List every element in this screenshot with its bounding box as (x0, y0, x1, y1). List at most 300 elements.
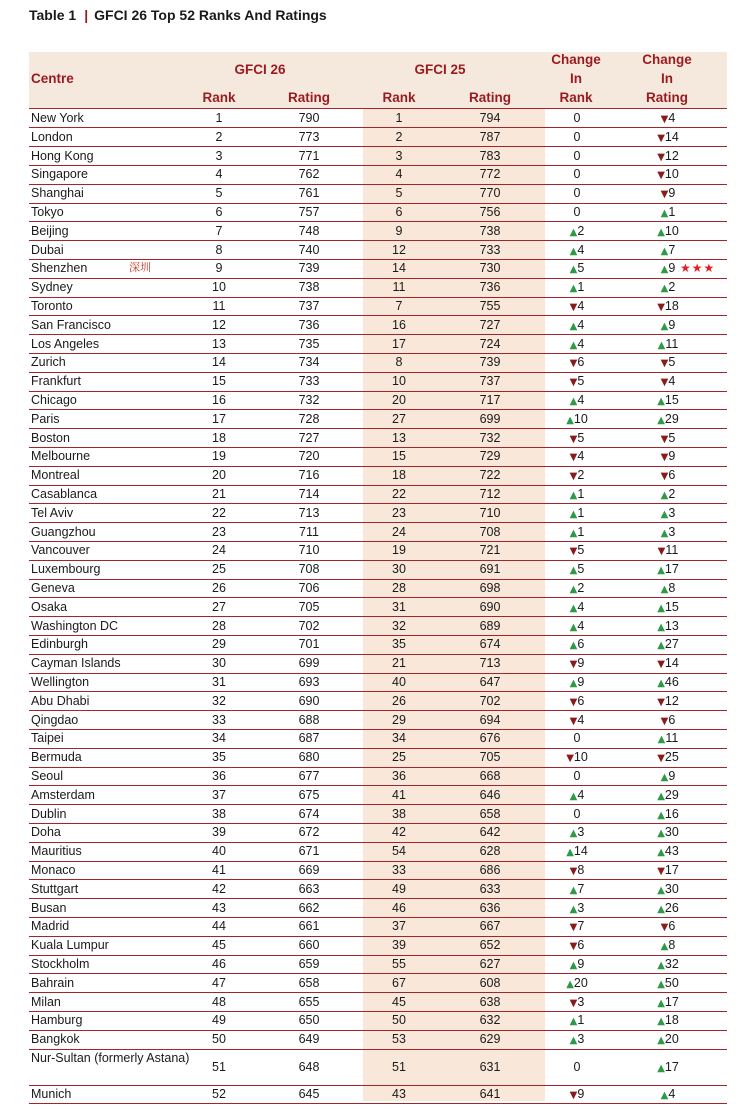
rank-gfci25: 12 (392, 242, 406, 257)
down-arrow-icon: ▼ (569, 433, 578, 445)
centre-name: Geneva (31, 581, 75, 595)
centre-name: Paris (31, 411, 60, 426)
rating-gfci25: 694 (479, 712, 501, 727)
down-arrow-icon: ▼ (566, 753, 574, 765)
centre-name: Vancouver (31, 543, 90, 558)
change-in-rating (643, 1085, 693, 1104)
change-in-rank: 0 (573, 186, 581, 201)
up-arrow-icon: ▲ (569, 621, 578, 633)
rating-gfci25: 710 (479, 505, 501, 520)
rating-gfci26: 710 (298, 543, 320, 558)
change-value: 2 (668, 280, 676, 295)
rating-gfci26: 693 (298, 675, 320, 689)
rating-gfci26: 713 (298, 505, 320, 520)
change-value: 4 (577, 393, 585, 407)
down-arrow-icon: ▼ (657, 170, 665, 182)
rating-gfci26: 671 (298, 844, 320, 859)
rating-gfci25: 674 (479, 637, 501, 652)
up-arrow-icon: ▲ (569, 508, 578, 520)
table-row (0, 786, 750, 805)
change-in-rating (643, 335, 693, 354)
centre-name: Chicago (31, 393, 77, 407)
change-in-rating (643, 316, 693, 335)
rating-gfci25: 631 (479, 1060, 501, 1074)
header-change-rank-1: Change (551, 52, 601, 67)
change-value: 3 (577, 994, 585, 1009)
rank-gfci25: 49 (392, 881, 406, 896)
rating-gfci25: 702 (479, 693, 501, 708)
rank-gfci26: 2 (215, 129, 223, 144)
change-value: 3 (668, 505, 676, 520)
up-arrow-icon: ▲ (569, 320, 578, 332)
up-arrow-icon: ▲ (569, 640, 578, 652)
header-rating-26: Rating (288, 90, 330, 105)
change-value: 4 (577, 787, 585, 802)
up-arrow-icon: ▲ (660, 283, 669, 295)
rating-gfci26: 708 (298, 562, 320, 577)
star-icon: ★★★ (680, 261, 716, 276)
rank-gfci25: 24 (392, 524, 406, 539)
change-in-rank (552, 861, 602, 880)
down-arrow-icon: ▼ (657, 659, 665, 671)
change-in-rank: 0 (573, 731, 581, 746)
up-arrow-icon: ▲ (660, 1090, 669, 1101)
change-in-rating (643, 748, 693, 767)
change-value: 6 (668, 468, 676, 483)
change-value: 8 (668, 938, 676, 953)
header-change-rating-2: In (661, 71, 673, 86)
down-arrow-icon: ▼ (569, 471, 578, 483)
rank-gfci25: 21 (392, 656, 406, 671)
change-value: 6 (577, 637, 585, 652)
rating-gfci26: 761 (298, 186, 320, 201)
down-arrow-icon: ▼ (660, 922, 669, 934)
rank-gfci25: 27 (392, 411, 406, 426)
rank-gfci25: 39 (392, 938, 406, 953)
rating-gfci26: 757 (298, 205, 320, 219)
table-number: Table 1 (29, 7, 77, 23)
down-arrow-icon: ▼ (569, 546, 578, 558)
up-arrow-icon: ▲ (657, 903, 665, 915)
rank-gfci25: 33 (392, 863, 406, 877)
table-row (0, 184, 750, 203)
table-row (0, 203, 750, 222)
change-in-rating (643, 917, 693, 936)
header-centre: Centre (31, 71, 74, 86)
centre-name: Bermuda (31, 750, 82, 765)
up-arrow-icon: ▲ (657, 565, 665, 577)
table-row (0, 861, 750, 880)
rank-gfci26: 3 (215, 148, 223, 163)
rating-gfci25: 647 (479, 675, 501, 689)
up-arrow-icon: ▲ (569, 960, 578, 971)
change-in-rank (552, 391, 602, 410)
rank-gfci25: 54 (392, 844, 406, 859)
rank-gfci26: 52 (212, 1087, 226, 1101)
change-in-rank: 0 (573, 129, 581, 144)
table-row (0, 109, 750, 128)
change-in-rank (552, 297, 602, 316)
centre-name: Luxembourg (31, 562, 101, 577)
rank-gfci25: 5 (395, 186, 403, 201)
change-in-rating (643, 579, 693, 598)
rank-gfci25: 16 (392, 317, 406, 332)
change-in-rating (643, 805, 693, 824)
rating-gfci26: 720 (298, 449, 320, 464)
change-in-rank (552, 786, 602, 805)
change-value: 17 (664, 562, 679, 577)
change-value: 9 (577, 656, 585, 671)
change-in-rating (643, 1030, 693, 1049)
up-arrow-icon: ▲ (657, 790, 665, 802)
up-arrow-icon: ▲ (657, 1035, 665, 1047)
centre-name: San Francisco (31, 317, 111, 332)
rank-gfci25: 42 (392, 825, 406, 840)
rank-gfci25: 53 (392, 1032, 406, 1047)
change-in-rank (552, 278, 602, 297)
up-arrow-icon: ▲ (660, 508, 669, 520)
rating-gfci26: 659 (298, 957, 320, 971)
down-arrow-icon: ▼ (657, 302, 665, 313)
rating-gfci26: 677 (298, 769, 320, 783)
centre-name: Shanghai (31, 186, 84, 201)
change-value: 5 (577, 430, 585, 445)
rank-gfci26: 45 (212, 938, 226, 953)
rating-gfci25: 686 (479, 863, 501, 877)
down-arrow-icon: ▼ (657, 132, 665, 144)
rating-gfci25: 727 (479, 317, 501, 332)
rank-gfci25: 7 (395, 299, 403, 313)
rating-gfci26: 771 (298, 148, 320, 163)
change-value: 4 (577, 618, 585, 633)
change-in-rank (552, 447, 602, 466)
up-arrow-icon: ▲ (657, 1016, 665, 1028)
rank-gfci26: 47 (212, 975, 226, 990)
change-value: 50 (664, 975, 679, 990)
change-in-rating (643, 203, 693, 222)
change-value: 4 (668, 1087, 676, 1101)
rating-gfci25: 641 (479, 1087, 501, 1101)
change-value: 1 (577, 505, 585, 520)
table-row (0, 128, 750, 147)
centre-name: Stuttgart (31, 881, 79, 896)
down-arrow-icon: ▼ (569, 941, 578, 953)
rank-gfci25: 14 (392, 261, 406, 276)
rank-gfci25: 43 (392, 1087, 406, 1101)
rating-gfci25: 787 (479, 129, 501, 144)
up-arrow-icon: ▲ (660, 527, 669, 539)
change-value: 18 (664, 299, 679, 313)
down-arrow-icon: ▼ (569, 997, 578, 1009)
change-value: 30 (664, 825, 679, 840)
rank-gfci25: 22 (392, 487, 406, 501)
change-value: 11 (665, 543, 679, 558)
centre-name: Nur-Sultan (formerly Astana) (31, 1051, 190, 1065)
rating-gfci26: 748 (298, 223, 320, 238)
rating-gfci26: 705 (298, 599, 320, 614)
table-row (0, 429, 750, 448)
rank-gfci25: 3 (395, 148, 403, 163)
rank-gfci26: 28 (212, 618, 226, 633)
change-in-rating (643, 297, 693, 316)
change-in-rating (643, 823, 693, 842)
table-row (0, 617, 750, 636)
change-in-rank (552, 410, 602, 429)
rank-gfci26: 1 (215, 111, 223, 125)
centre-name: Madrid (31, 919, 70, 934)
change-in-rating (643, 767, 693, 786)
rank-gfci25: 41 (392, 787, 406, 802)
change-value: 7 (577, 919, 585, 934)
change-in-rating (643, 993, 693, 1012)
change-in-rating (643, 692, 693, 711)
change-value: 10 (664, 167, 679, 182)
change-in-rating (643, 128, 693, 147)
change-value: 17 (664, 994, 679, 1009)
rank-gfci26: 21 (212, 487, 226, 501)
down-arrow-icon: ▼ (660, 433, 669, 445)
table-row (0, 259, 750, 278)
rating-gfci25: 713 (479, 656, 501, 671)
rating-gfci25: 738 (479, 223, 501, 238)
rank-gfci26: 19 (212, 449, 226, 464)
change-value: 3 (668, 524, 676, 539)
rank-gfci25: 31 (392, 599, 406, 614)
change-in-rating (643, 880, 693, 899)
centre-name: Osaka (31, 599, 68, 614)
change-value: 12 (664, 148, 679, 163)
centre-name: Taipei (31, 731, 64, 746)
table-row (0, 1085, 750, 1104)
change-value: 8 (577, 863, 585, 877)
change-value: 1 (668, 205, 676, 219)
rank-gfci26: 11 (212, 299, 226, 313)
change-in-rating (643, 1049, 693, 1085)
rating-gfci26: 663 (298, 881, 320, 896)
rating-gfci26: 714 (298, 487, 320, 501)
table-row (0, 936, 750, 955)
rating-gfci26: 738 (298, 280, 320, 295)
table-row (0, 579, 750, 598)
table-row (0, 485, 750, 504)
rating-gfci25: 628 (479, 844, 501, 859)
rank-gfci26: 24 (212, 543, 226, 558)
down-arrow-icon: ▼ (569, 696, 578, 708)
centre-name: Monaco (31, 863, 76, 877)
rating-gfci25: 712 (479, 487, 501, 501)
change-value: 26 (664, 900, 679, 915)
rank-gfci26: 43 (212, 900, 226, 915)
rating-gfci26: 711 (299, 524, 319, 539)
table-row (0, 805, 750, 824)
change-in-rank (552, 936, 602, 955)
change-value: 14 (573, 844, 588, 859)
rank-gfci26: 41 (212, 863, 226, 877)
change-in-rank (552, 316, 602, 335)
rating-gfci26: 675 (298, 787, 320, 802)
rating-gfci25: 721 (479, 543, 501, 558)
up-arrow-icon: ▲ (657, 621, 665, 633)
table-row (0, 598, 750, 617)
down-arrow-icon: ▼ (569, 1090, 578, 1101)
rank-gfci26: 9 (215, 261, 223, 276)
change-value: 20 (664, 1032, 679, 1047)
rating-gfci25: 699 (479, 411, 501, 426)
up-arrow-icon: ▲ (660, 941, 669, 953)
down-arrow-icon: ▼ (660, 452, 669, 464)
table-row (0, 147, 750, 166)
rating-gfci26: 706 (298, 581, 320, 595)
change-in-rank: 0 (573, 806, 581, 821)
header-rank-25: Rank (382, 90, 416, 105)
rank-gfci25: 18 (392, 468, 406, 483)
rank-gfci26: 16 (212, 393, 226, 407)
rating-gfci26: 650 (298, 1013, 320, 1028)
change-in-rank: 0 (573, 205, 581, 219)
rating-gfci25: 698 (479, 581, 501, 595)
up-arrow-icon: ▲ (569, 903, 578, 915)
rating-gfci26: 727 (298, 430, 320, 445)
change-value: 5 (577, 261, 585, 276)
change-in-rank (552, 504, 602, 523)
centre-name: Abu Dhabi (31, 693, 90, 708)
change-value: 17 (664, 1060, 679, 1074)
rank-gfci26: 5 (215, 186, 223, 201)
up-arrow-icon: ▲ (569, 396, 578, 407)
change-in-rating (643, 598, 693, 617)
rank-gfci25: 9 (395, 223, 403, 238)
change-in-rank (552, 598, 602, 617)
change-in-rating (643, 899, 693, 918)
rating-gfci26: 648 (298, 1060, 320, 1074)
rating-gfci25: 730 (479, 261, 501, 276)
change-value: 6 (577, 693, 585, 708)
change-value: 5 (577, 562, 585, 577)
rank-gfci25: 50 (392, 1013, 406, 1028)
change-in-rank (552, 1011, 602, 1030)
up-arrow-icon: ▲ (660, 264, 669, 276)
change-value: 14 (664, 656, 679, 671)
up-arrow-icon: ▲ (657, 396, 665, 407)
rating-gfci25: 705 (479, 750, 501, 765)
rating-gfci25: 642 (479, 825, 501, 840)
rank-gfci26: 20 (212, 468, 226, 483)
table-row (0, 541, 750, 560)
centre-name: Tokyo (31, 205, 64, 219)
centre-name: Wellington (31, 675, 90, 689)
rating-gfci25: 676 (479, 731, 501, 746)
change-in-rating (643, 654, 693, 673)
change-value: 10 (573, 411, 588, 426)
change-in-rank (552, 711, 602, 730)
centre-name: Dublin (31, 806, 67, 821)
table-row (0, 222, 750, 241)
rank-gfci26: 36 (212, 769, 226, 783)
change-in-rating (643, 109, 693, 128)
rating-gfci25: 608 (479, 975, 501, 990)
change-value: 9 (668, 317, 676, 332)
centre-name: Melbourne (31, 449, 91, 464)
change-in-rank (552, 880, 602, 899)
change-value: 1 (577, 487, 585, 501)
rank-gfci26: 13 (212, 336, 226, 351)
rank-gfci25: 38 (392, 806, 406, 821)
down-arrow-icon: ▼ (657, 696, 665, 708)
change-value: 10 (664, 223, 679, 238)
up-arrow-icon: ▲ (566, 978, 574, 990)
change-in-rank: 0 (573, 167, 581, 182)
rating-gfci25: 689 (479, 618, 501, 633)
rating-gfci26: 733 (298, 374, 320, 389)
centre-name: Amsterdam (31, 787, 95, 802)
up-arrow-icon: ▲ (566, 414, 574, 426)
rating-gfci25: 770 (479, 186, 501, 201)
up-arrow-icon: ▲ (657, 978, 665, 990)
up-arrow-icon: ▲ (657, 734, 666, 746)
change-value: 9 (577, 675, 585, 689)
rank-gfci25: 6 (395, 205, 403, 219)
up-arrow-icon: ▲ (657, 997, 665, 1009)
rating-gfci26: 662 (298, 900, 320, 915)
rating-gfci25: 638 (479, 994, 501, 1009)
change-value: 2 (577, 468, 585, 483)
rank-gfci26: 4 (215, 167, 223, 182)
change-in-rank (552, 917, 602, 936)
table-row (0, 635, 750, 654)
rank-gfci26: 32 (212, 693, 226, 708)
up-arrow-icon: ▲ (569, 283, 578, 295)
rating-gfci25: 794 (479, 111, 501, 125)
table-row (0, 241, 750, 260)
table-row (0, 372, 750, 391)
change-value: 8 (668, 581, 676, 595)
rating-gfci26: 716 (298, 468, 320, 483)
change-value: 18 (664, 1013, 679, 1028)
rank-gfci26: 51 (212, 1060, 226, 1074)
rating-gfci25: 708 (479, 524, 501, 539)
rank-gfci25: 32 (392, 618, 406, 633)
rating-gfci25: 632 (479, 1013, 501, 1028)
centre-name: New York (31, 111, 84, 125)
table-row (0, 297, 750, 316)
change-in-rating (643, 353, 693, 372)
centre-name: Edinburgh (31, 637, 88, 652)
header-change-rank-2: In (570, 71, 582, 86)
change-value: 4 (668, 111, 676, 125)
rank-gfci26: 44 (212, 919, 226, 934)
change-in-rating (643, 673, 693, 692)
rank-gfci26: 15 (212, 374, 226, 389)
rank-gfci25: 8 (395, 355, 403, 370)
change-value: 4 (577, 712, 585, 727)
down-arrow-icon: ▼ (660, 358, 669, 370)
rank-gfci25: 4 (395, 167, 403, 182)
table-row (0, 523, 750, 542)
rating-gfci25: 633 (479, 881, 501, 896)
change-in-rating (643, 955, 693, 974)
change-in-rating (643, 504, 693, 523)
change-value: 11 (665, 336, 679, 351)
table-row (0, 748, 750, 767)
centre-name: Mauritius (31, 844, 82, 859)
rank-gfci25: 28 (392, 581, 406, 595)
change-value: 5 (668, 355, 676, 370)
up-arrow-icon: ▲ (569, 490, 578, 501)
table-row (0, 823, 750, 842)
change-value: 9 (577, 957, 585, 971)
rank-gfci26: 27 (212, 599, 226, 614)
change-in-rank (552, 899, 602, 918)
